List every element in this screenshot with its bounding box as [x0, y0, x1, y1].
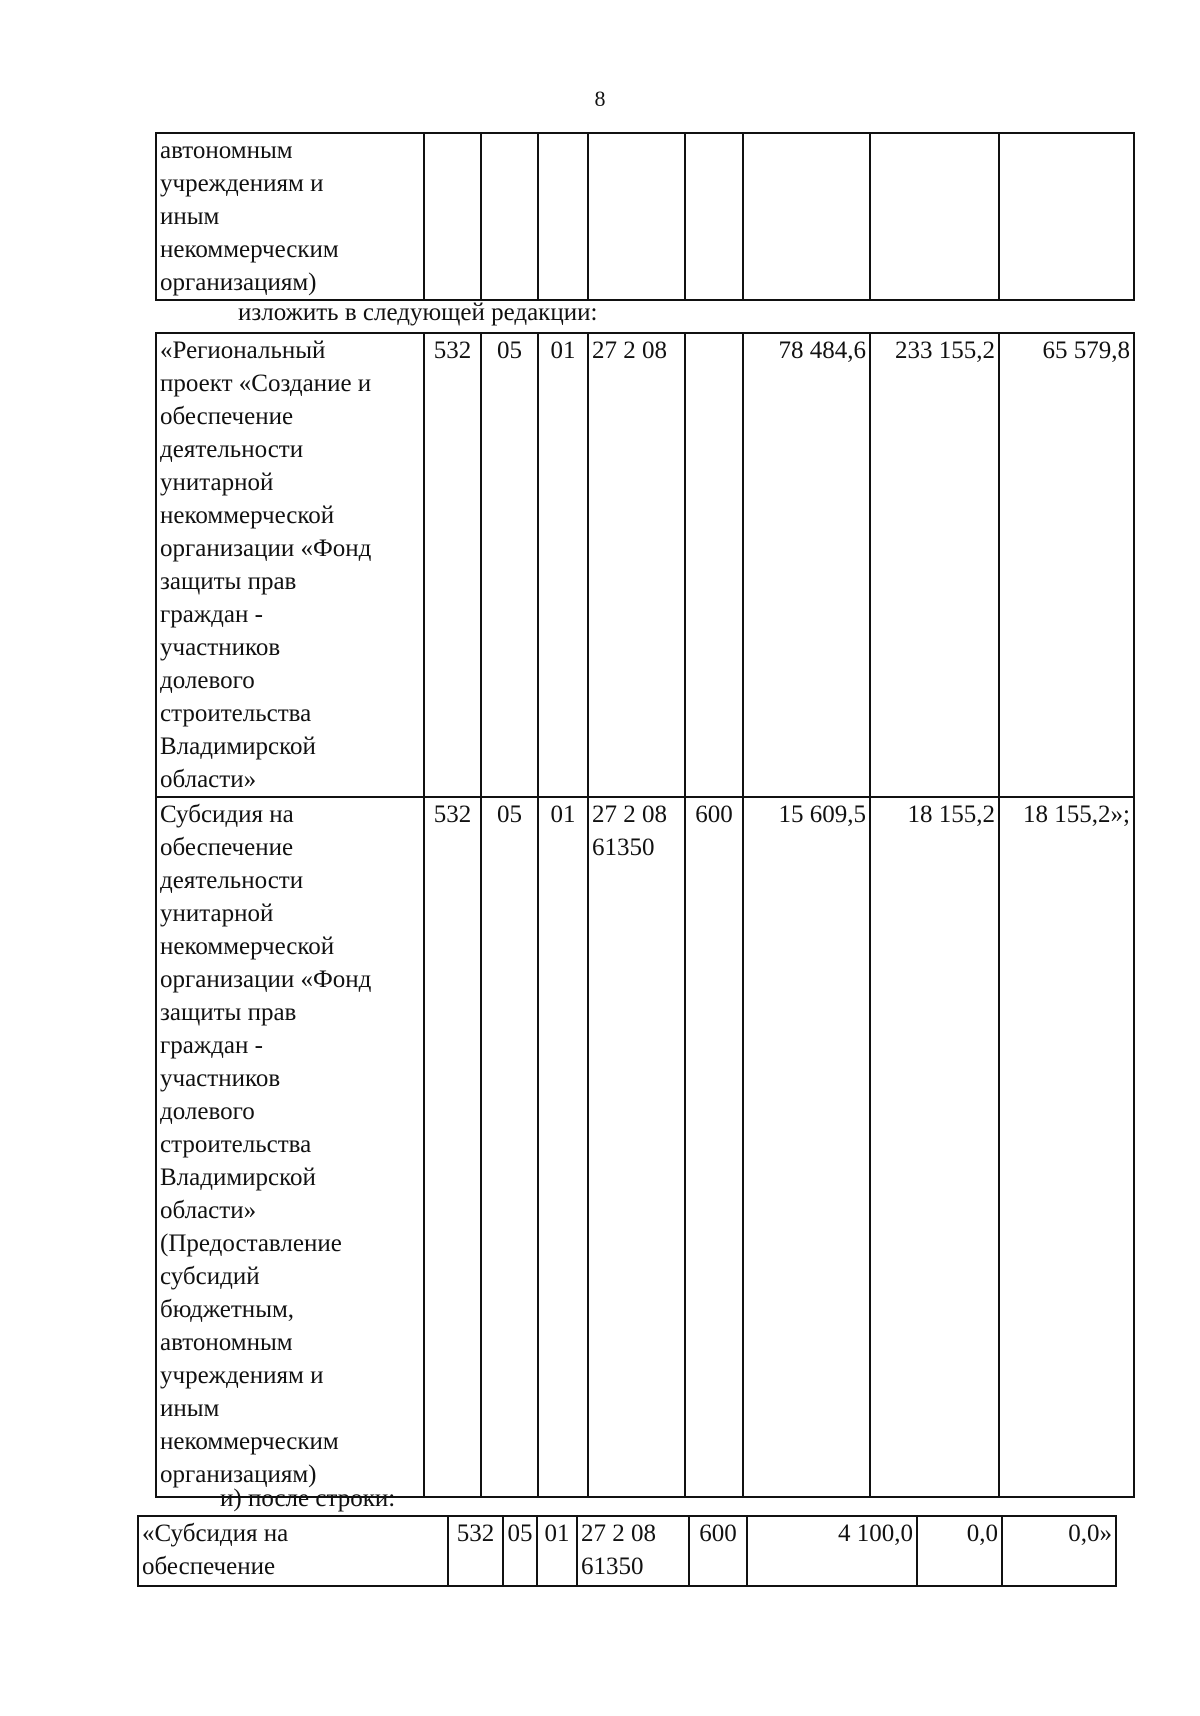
- csr-code-line: 61350: [581, 1553, 644, 1580]
- row-name-line: «Региональный: [160, 337, 326, 364]
- row-name-line: долевого: [160, 667, 255, 694]
- row-name-line: (Предоставление: [160, 1230, 342, 1257]
- row-name-line: организациям): [160, 1461, 317, 1488]
- row-name-line: организациям): [160, 269, 317, 296]
- year3-amount: 18 155,2»;: [999, 797, 1134, 1497]
- row-name-line: области»: [160, 766, 257, 793]
- row-name-line: унитарной: [160, 900, 274, 927]
- table-cell: [685, 133, 743, 300]
- table-cell: [588, 133, 685, 300]
- year3-amount: 0,0»: [1002, 1516, 1116, 1586]
- table-cell: [870, 133, 999, 300]
- table-cell: [743, 133, 870, 300]
- gr-cell: 532: [424, 797, 481, 1497]
- row-name-cell: [156, 333, 424, 797]
- gr-cell: 532: [424, 333, 481, 797]
- rz-cell: 05: [481, 333, 538, 797]
- row-name-line: Субсидия на: [160, 801, 294, 828]
- row-name-line: учреждениям и: [160, 1362, 324, 1389]
- table-row: [156, 797, 1134, 1497]
- row-name-line: Владимирской: [160, 733, 316, 760]
- gr-cell: 532: [448, 1516, 503, 1586]
- row-name-cell: [138, 1516, 448, 1586]
- vr-cell: [685, 333, 743, 797]
- row-name-line: иным: [160, 203, 220, 230]
- row-name-line: проект «Создание и: [160, 370, 372, 397]
- row-name-line: некоммерческой: [160, 502, 335, 529]
- table-row: [156, 333, 1134, 797]
- row-name-line: унитарной: [160, 469, 274, 496]
- page-number: 8: [594, 86, 606, 111]
- row-name-line: организации «Фонд: [160, 966, 372, 993]
- table-cell: [538, 133, 588, 300]
- row-name-line: участников: [160, 634, 281, 661]
- year1-amount: 4 100,0: [747, 1516, 917, 1586]
- row-name-line: граждан -: [160, 1032, 263, 1059]
- budget-table-new-wording: [155, 332, 1135, 1498]
- row-name-line: некоммерческим: [160, 236, 339, 263]
- budget-table-after-line: [137, 1515, 1117, 1587]
- row-name-line: защиты прав: [160, 568, 297, 595]
- row-name-line: субсидий: [160, 1263, 260, 1290]
- row-name-line: организации «Фонд: [160, 535, 372, 562]
- caption-new-wording: изложить в следующей редакции:: [238, 299, 598, 326]
- csr-cell: [577, 1516, 689, 1586]
- year3-amount: 65 579,8: [999, 333, 1134, 797]
- csr-code-line: 27 2 08: [592, 801, 667, 828]
- row-name-line: автономным: [160, 1329, 293, 1356]
- csr-code-line: 61350: [592, 834, 655, 861]
- year2-amount: 233 155,2: [870, 333, 999, 797]
- vr-cell: 600: [689, 1516, 747, 1586]
- row-name-line: некоммерческой: [160, 933, 335, 960]
- row-name-line: обеспечение: [160, 834, 294, 861]
- caption-after-line: и) после строки:: [220, 1485, 396, 1512]
- vr-cell: 600: [685, 797, 743, 1497]
- row-name-line: области»: [160, 1197, 257, 1224]
- row-name-line: иным: [160, 1395, 220, 1422]
- row-name-line: деятельности: [160, 867, 304, 894]
- year2-amount: 0,0: [917, 1516, 1002, 1586]
- row-name-line: строительства: [160, 1131, 312, 1158]
- csr-cell: [588, 333, 685, 797]
- row-name-line: бюджетным,: [160, 1296, 295, 1323]
- pr-cell: 01: [537, 1516, 577, 1586]
- row-name-line: участников: [160, 1065, 281, 1092]
- table-cell: [424, 133, 481, 300]
- row-name-line: долевого: [160, 1098, 255, 1125]
- table-cell: [481, 133, 538, 300]
- row-name-line: «Субсидия на: [142, 1520, 289, 1547]
- budget-table-continuation: [155, 132, 1135, 301]
- row-name-line: граждан -: [160, 601, 263, 628]
- csr-cell: [588, 797, 685, 1497]
- row-name-line: защиты прав: [160, 999, 297, 1026]
- row-name-line: деятельности: [160, 436, 304, 463]
- row-name-line: обеспечение: [160, 403, 294, 430]
- table-row: [138, 1516, 1116, 1586]
- year1-amount: 78 484,6: [743, 333, 870, 797]
- row-name-line: Владимирской: [160, 1164, 316, 1191]
- csr-code-line: 27 2 08: [581, 1520, 656, 1547]
- row-name-line: некоммерческим: [160, 1428, 339, 1455]
- year1-amount: 15 609,5: [743, 797, 870, 1497]
- csr-code-line: 27 2 08: [592, 337, 667, 364]
- pr-cell: 01: [538, 797, 588, 1497]
- row-name-cell: [156, 797, 424, 1497]
- rz-cell: 05: [503, 1516, 537, 1586]
- row-name-line: строительства: [160, 700, 312, 727]
- rz-cell: 05: [481, 797, 538, 1497]
- row-name-line: обеспечение: [142, 1553, 276, 1580]
- table-cell: [999, 133, 1134, 300]
- year2-amount: 18 155,2: [870, 797, 999, 1497]
- row-name-line: автономным: [160, 137, 293, 164]
- pr-cell: 01: [538, 333, 588, 797]
- table-row: [156, 133, 1134, 300]
- row-name-cell: [156, 133, 424, 300]
- row-name-line: учреждениям и: [160, 170, 324, 197]
